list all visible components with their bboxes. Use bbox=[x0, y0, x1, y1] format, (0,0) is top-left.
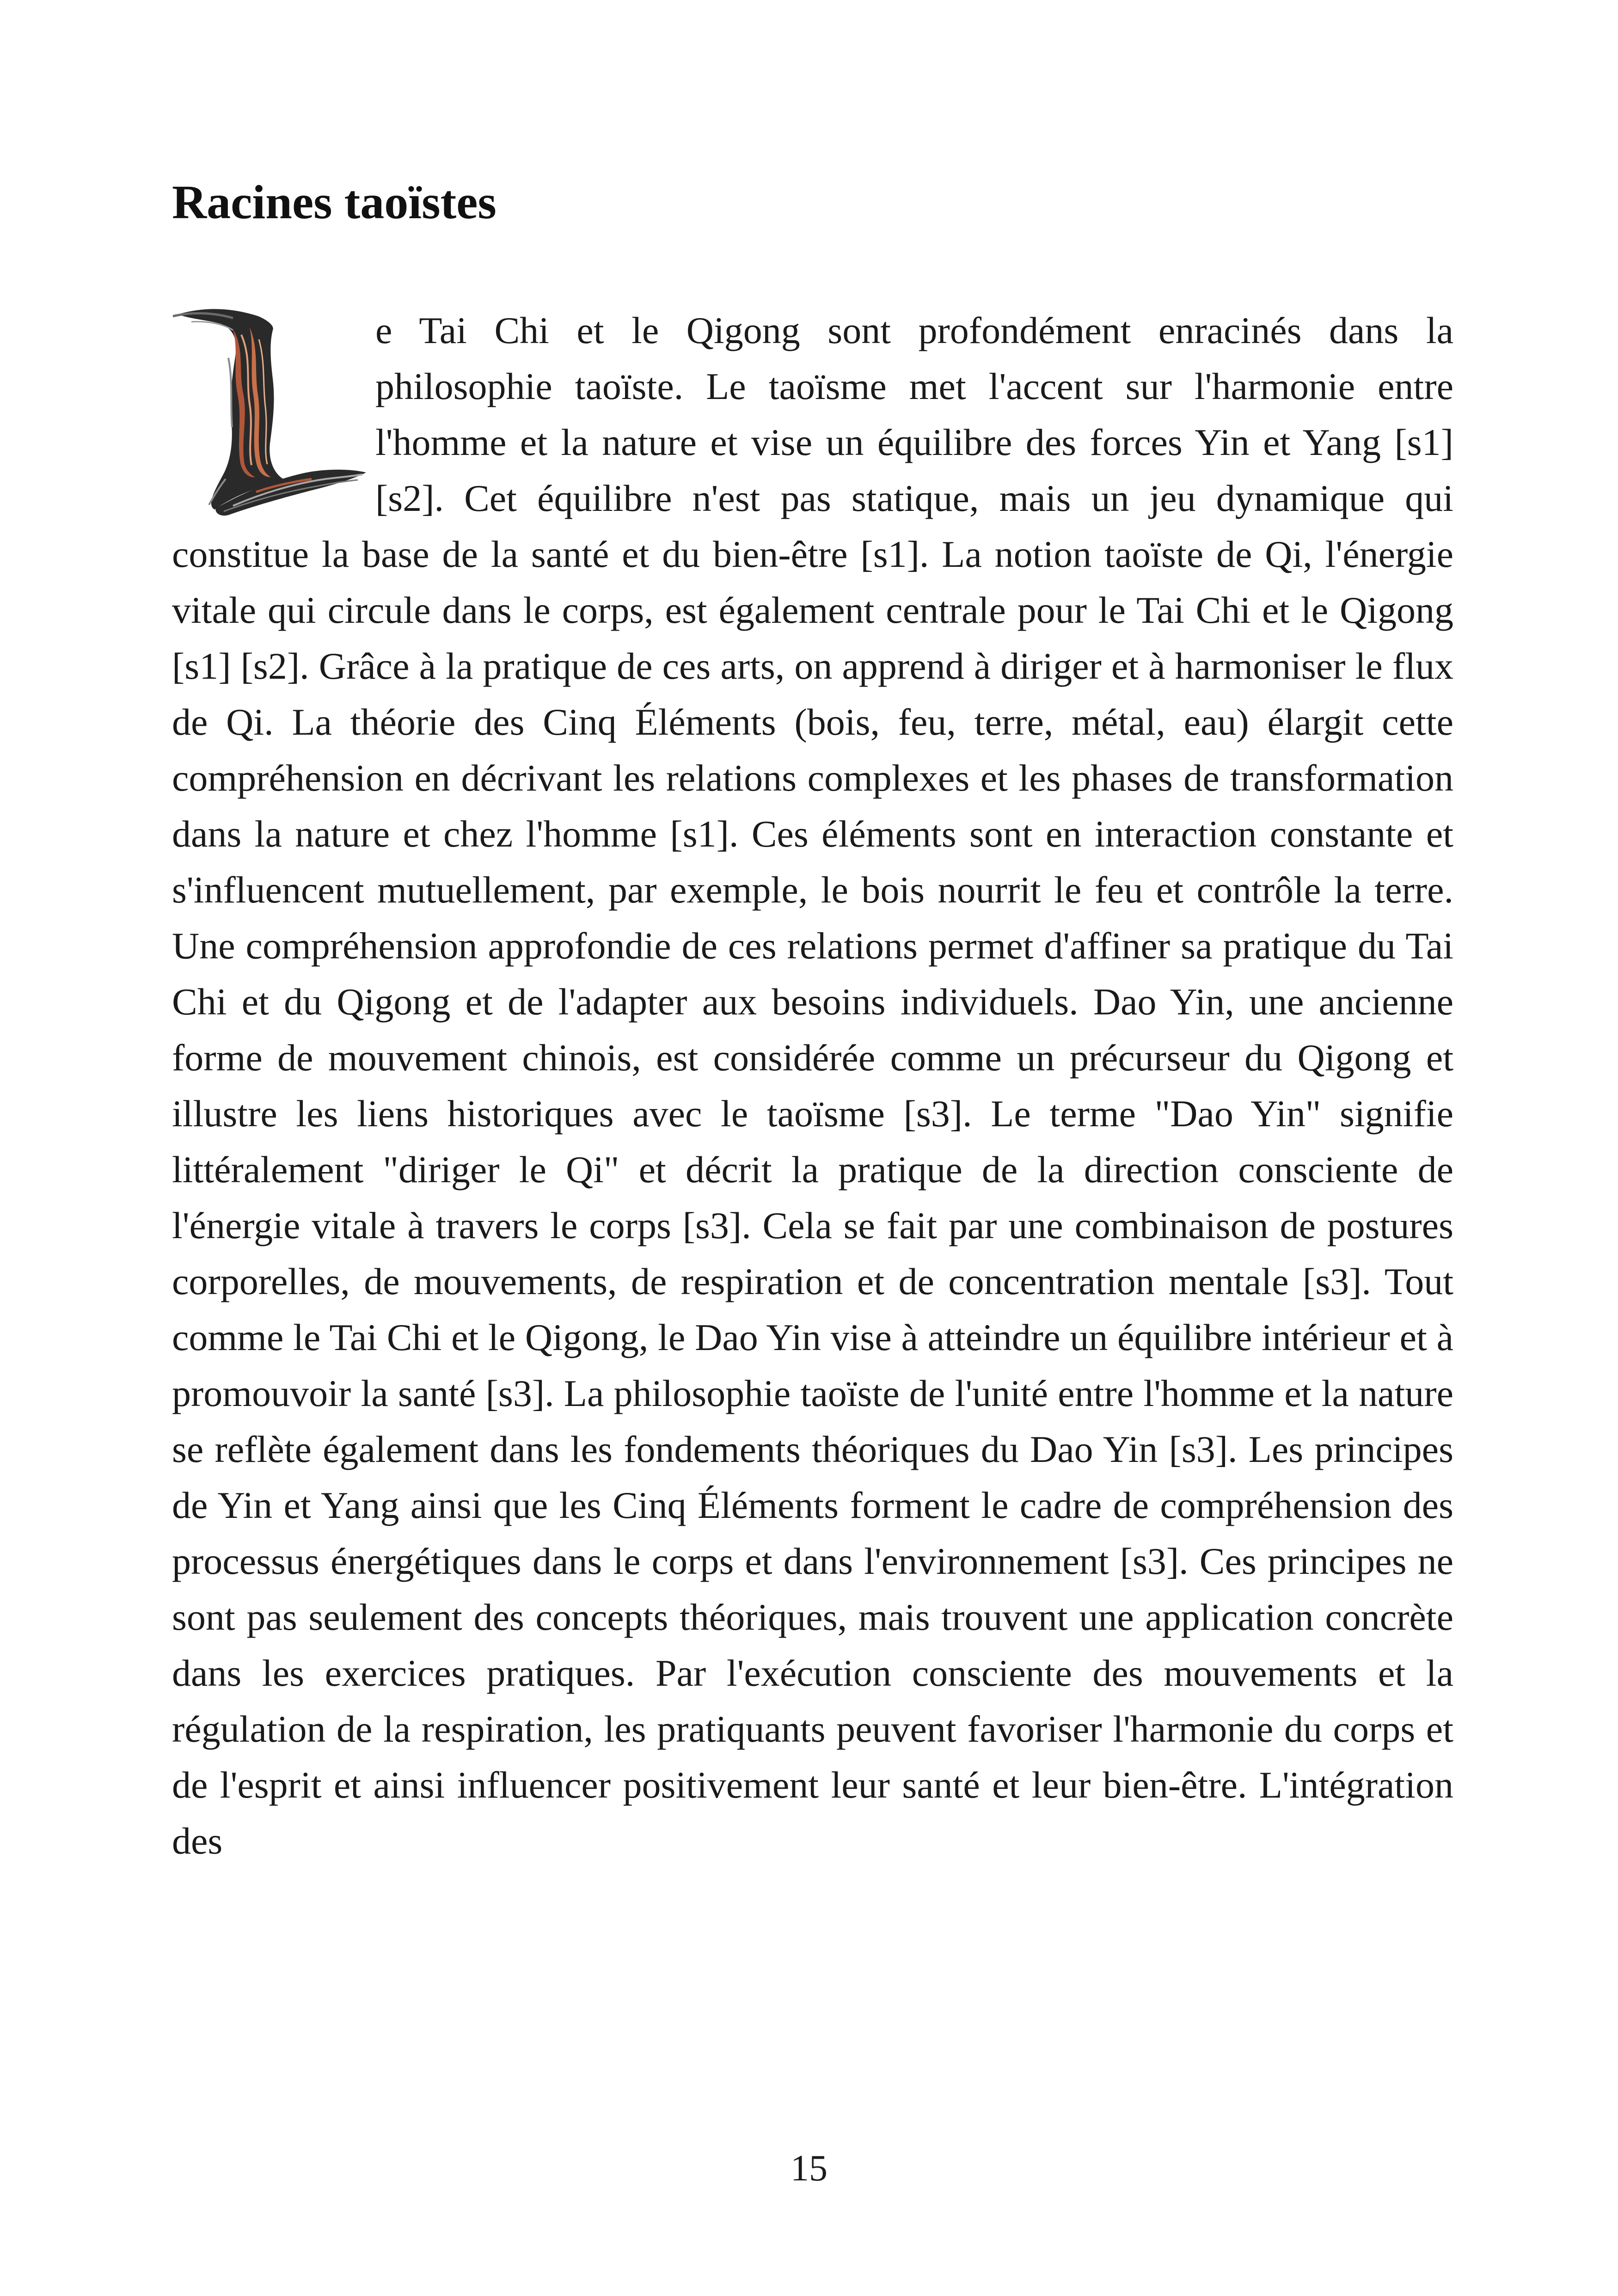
paragraph-text: e Tai Chi et le Qigong sont profondément enracinés dans la philosophie taoïste. Le taoïsme met l'accent sur l'harmonie entre l'homme et la nature et vise un équilibre des forces Yin et Yang [s1] [s2]. Cet équilibre n'est pas statique, mais un jeu dynamique qui constitue la base de la santé et du bien-être [s1]. La notion taoïste de Qi, l'énergie vitale qui circule dans le corps, est également centrale pour le Tai Chi et le Qigong [s1] [s2]. Grâce à la pratique de ces arts, on apprend à diriger et à harmoniser le flux de Qi. La théorie des Cinq Éléments (bois, feu, terre, métal, eau) élargit cette compréhension en décrivant les relations complexes et les phases de transformation dans la nature et chez l'homme [s1]. Ces éléments sont en interaction constante et s'influencent mutuellement, par exemple, le bois nourrit le feu et contrôle la terre. Une compréhension approfondie de ces relations permet d'affiner sa pratique du Tai Chi et du Qigong et de l'adapter aux besoins individuels. Dao Yin, une ancienne forme de mouvement chinois, est considérée comme un précurseur du Qigong et illustre les liens historiques avec le taoïsme [s3]. Le terme "Dao Yin" signifie littéralement "diriger le Qi" et décrit la pratique de la direction consciente de l'énergie vitale à travers le corps [s3]. Cela se fait par une combinaison de postures corporelles, de mouvements, de respiration et de concentration mentale [s3]. Tout comme le Tai Chi et le Qigong, le Dao Yin vise à atteindre un équilibre intérieur et à promouvoir la santé [s3]. La philosophie taoïste de l'unité entre l'homme et la nature se reflète également dans les fondements théoriques du Dao Yin [s3]. Les principes de Yin et Yang ainsi que les Cinq Éléments forment le cadre de compréhension des processus énergétiques dans le corps et dans l'environnement [s3]. Ces principes ne sont pas seulement des concepts théoriques, mais trouvent une application concrète dans les exercices pratiques. Par l'exécution consciente des mouvements et la régulation de la respiration, les pratiquants peuvent favoriser l'harmonie du corps et de l'esprit et ainsi influencer positivement leur santé et leur bien-être. L'intégration des bbox=[172, 309, 1453, 1862]
section-title: Racines taoïstes bbox=[172, 176, 496, 229]
body-paragraph bbox=[172, 302, 1453, 1869]
ornamental-letter-l-icon bbox=[164, 302, 372, 520]
page-number: 15 bbox=[791, 2148, 827, 2189]
